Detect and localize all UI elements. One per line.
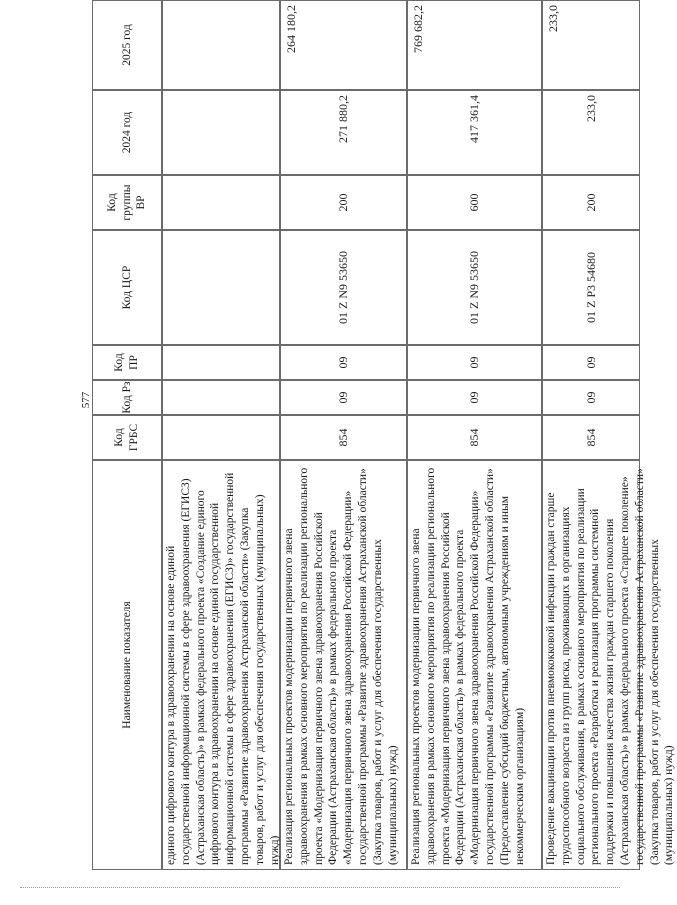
row-2-2025: 264 180,2 — [280, 0, 407, 90]
row-3-csr: 01 Z N9 53650 — [407, 230, 542, 345]
row-4-2024: 233,0 — [542, 90, 640, 175]
row-4-name: Проведение вакцинации против пневмококковой инфекции граждан старше трудоспособного возраста из групп риска, проживающих в организациях социального обслуживания, в рамках основного мероприятия по реализации регионального проекта «Разработка и реализация программы системной поддержки и повышения качества жизни граждан старшего поколения (Астраханская область)» в рамках федерального проекта «Старшее поколение» государственной программы «Развитие здравоохранения Астраханской области» (Закупка товаров, работ и услуг для обеспечения государственных (муниципальных) нужд) — [542, 460, 640, 870]
row-1-pr — [162, 345, 280, 380]
row-3-pr: 09 — [407, 345, 542, 380]
header-grbs: Код ГРБС — [92, 415, 162, 460]
row-4-pr: 09 — [542, 345, 640, 380]
page-number: 577 — [80, 391, 92, 409]
row-1-vr — [162, 175, 280, 230]
row-2-pr: 09 — [280, 345, 407, 380]
row-1-2025 — [162, 0, 280, 90]
row-2-csr: 01 Z N9 53650 — [280, 230, 407, 345]
header-2024: 2024 год — [92, 90, 162, 175]
header-vr: Код группы ВР — [92, 175, 162, 230]
row-3-grbs: 854 — [407, 415, 542, 460]
header-csr: Код ЦСР — [92, 230, 162, 345]
row-2-rz: 09 — [280, 380, 407, 415]
row-1-csr — [162, 230, 280, 345]
row-3-2024: 417 361,4 — [407, 90, 542, 175]
row-3-name: Реализация региональных проектов модернизации первичного звена здравоохранения в рамках основного мероприятия по реализации регионального проекта «Модернизация первичного звена здравоохранения Российской Федерации (Астраханская область)» в рамках федерального проекта «Модернизация первичного звена здравоохранения Российской Федерации» государственной программы «Развитие здравоохранения Астраханской области» (Предоставление субсидий бюджетным, автономным учреждениям и иным некоммерческим организациям) — [407, 460, 542, 870]
row-1-grbs — [162, 415, 280, 460]
header-pr: Код ПР — [92, 345, 162, 380]
row-1-rz — [162, 380, 280, 415]
row-2-vr: 200 — [280, 175, 407, 230]
row-1-2024 — [162, 90, 280, 175]
header-2025: 2025 год — [92, 0, 162, 90]
row-4-rz: 09 — [542, 380, 640, 415]
row-2-2024: 271 880,2 — [280, 90, 407, 175]
header-rz: Код Рз — [92, 380, 162, 415]
row-3-vr: 600 — [407, 175, 542, 230]
row-4-csr: 01 Z P3 54680 — [542, 230, 640, 345]
row-3-2025: 769 682,2 — [407, 0, 542, 90]
scan-edge-line — [20, 887, 620, 888]
row-4-grbs: 854 — [542, 415, 640, 460]
row-4-2025: 233,0 — [542, 0, 640, 90]
header-name: Наименование показателя — [92, 460, 162, 870]
row-2-name: Реализация региональных проектов модернизации первичного звена здравоохранения в рамках основного мероприятия по реализации регионального проекта «Модернизация первичного звена здравоохранения Российской Федерации (Астраханская область)» в рамках федерального проекта «Модернизация первичного звена здравоохранения Российской Федерации» государственной программы «Развитие здравоохранения Астраханской области» (Закупка товаров, работ и услуг для обеспечения государственных (муниципальных) нужд) — [280, 460, 407, 870]
row-2-grbs: 854 — [280, 415, 407, 460]
row-1-name: единого цифрового контура в здравоохранении на основе единой государственной информационной системы в сфере здравоохранения (ЕГИСЗ) (Астраханская область)» в рамках федерального проекта «Создание единого цифрового контура в здравоохранении на основе единой государственной информационной системы в сфере здравоохранения (ЕГИСЗ)» государственной программы «Развитие здравоохранения Астраханской области» (Закупка товаров, работ и услуг для обеспечения государственных (муниципальных) нужд) — [162, 460, 280, 870]
row-3-rz: 09 — [407, 380, 542, 415]
row-4-vr: 200 — [542, 175, 640, 230]
rotated-table-canvas — [80, 0, 676, 870]
